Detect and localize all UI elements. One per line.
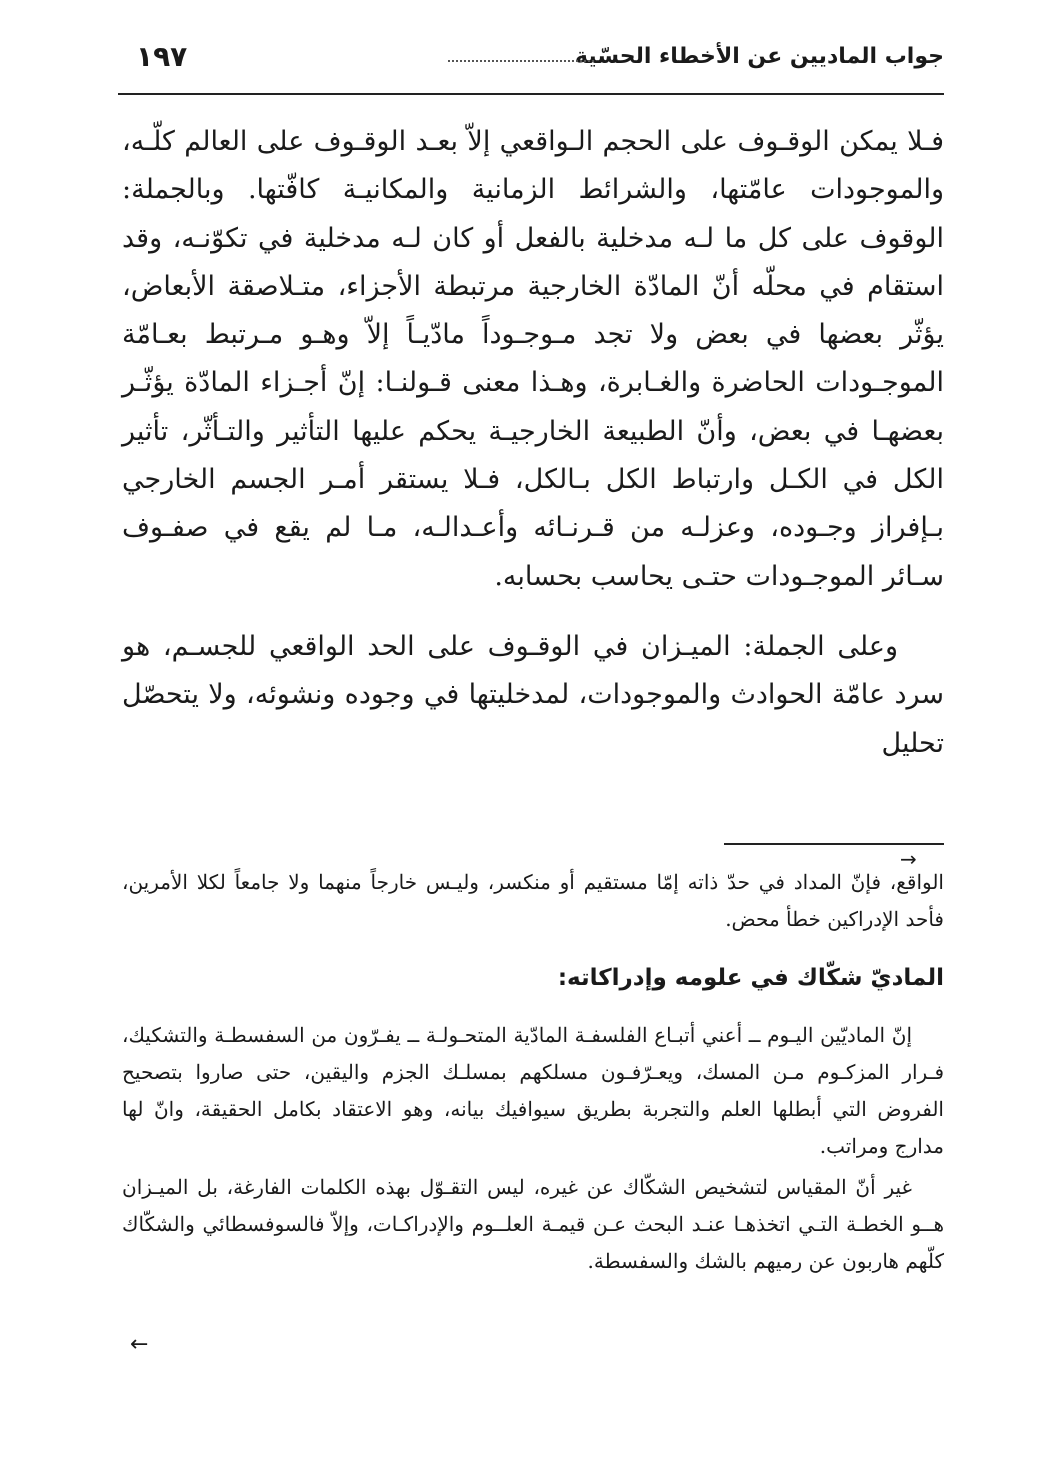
footnote-area	[122, 864, 944, 1280]
footnote-heading: الماديّ شكّاك في علومه وإدراكاته:	[557, 965, 944, 991]
footnote-separator	[724, 843, 944, 845]
footnote-paragraph-2: غير أنّ المقياس لتشخيص الشكّاك عن غيره، ليس التقـوّل بهذه الكلمات الفارغة، بل الميـزان هــو الخطـة التـي اتخذهـا عنـد البحث عـن قيمـة العلــوم والإدراكـات، وإلاّ فالسوفسطائي والشكّاك كلّهم هاربون عن رميهم بالشك والسفسطة.	[122, 1175, 944, 1273]
header-rule	[118, 93, 944, 95]
header-dotted-leader	[448, 60, 594, 62]
body-paragraph-1: فـلا يمكن الوقـوف على الحجم الـواقعي إلاّ بعـد الوقـوف على العالم كلّـه، والموجودات عامّتها، والشرائط الزمانية والمكانيـة كافّتها. وبالجملة: الوقوف على كل ما لـه مدخلية بالفعل أو كان لـه مدخلية في تكوّنـه، وقد استقام في محلّه أنّ المادّة الخارجية مرتبطة الأجزاء، متـلاصقة الأبعاض، يؤثّر بعضها في بعض ولا تجد مـوجـوداً مادّيـاً إلاّ وهـو مـرتبط بعـامّة الموجـودات الحاضرة والغـابرة، وهـذا معنى قـولنـا: إنّ أجـزاء المادّة يؤثّـر بعضهـا في بعض، وأنّ الطبيعة الخارجيـة يحكم عليها التأثير والتـأثّر، تأثير الكل في الكـل وارتباط الكل بـالكل، فـلا يستقر أمـر الجسم الخارجي بـإفراز وجـوده، وعزلـه من قـرنـائه وأعـدالـه، مـا لم يقع في صفـوف سـائر الموجـودات حتـى يحاسب بحسابه.	[122, 126, 944, 592]
footnote-continuation-arrow-icon: →	[900, 847, 917, 871]
running-title: جواب الماديين عن الأخطاء الحسّية	[575, 44, 944, 69]
next-page-arrow-icon: ←	[130, 1332, 149, 1357]
page-number: ١٩٧	[136, 40, 188, 73]
footnote-paragraph-1: إنّ الماديّين اليـوم ــ أعني أتبـاع الفلسفـة المادّية المتحـولـة ــ يفـرّون من السفسطـة والتشكيك، فـرار المزكـوم مـن المسك، ويعـرّفـون مسلكهم بمسلـك الجزم واليقين، حتى صاروا بتصحيح الفروض التي أبطلها العلم والتجربة بطريق سيوافيك بيانه، وهو الاعتقاد بكامل الحقيقة، وانّ لها مدارج ومراتب.	[122, 1023, 945, 1158]
body-paragraph-2: وعلى الجملة: الميـزان في الوقـوف على الحد الواقعي للجسـم، هو سرد عامّة الحوادث والموجودات، لمدخليتها في وجوده ونشوئه، ولا يتحصّل تحليل	[122, 630, 944, 759]
running-header	[118, 38, 944, 88]
main-text	[122, 118, 944, 768]
footnote-continued-text: الواقع، فإنّ المداد في حدّ ذاته إمّا مستقيم أو منكسر، وليـس خارجاً منهما ولا جامعاً لكلا الأمرين، فأحد الإدراكين خطأ محض.	[122, 870, 944, 931]
